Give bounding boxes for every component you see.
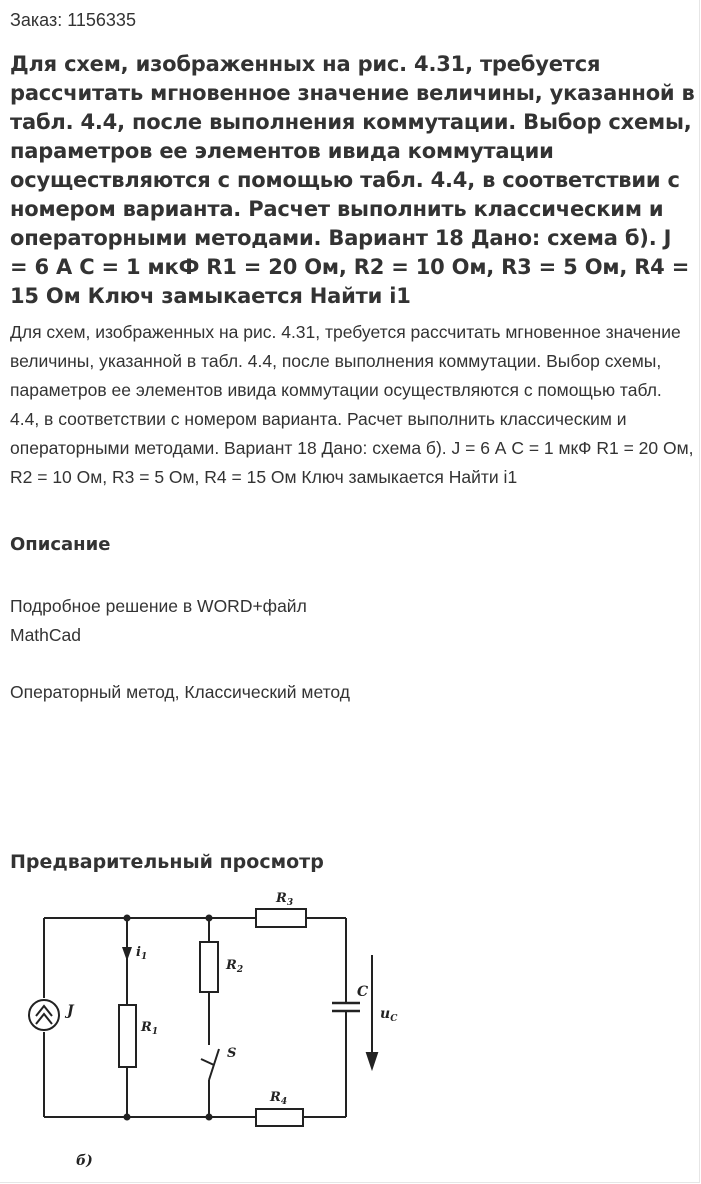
resistor-r3 — [256, 909, 306, 927]
description-heading: Описание — [10, 534, 111, 555]
figure-caption: б) — [76, 1153, 93, 1169]
page-title: Для схем, изображенных на рис. 4.31, требуется рассчитать мгновенное значение величины, указанной в табл. 4.4, после выполнения коммутации. Выбор схемы, параметров ее элементов ивида коммутации осуществляются с помощью табл. 4.4, в соответствии с номером варианта. Расчет выполнить классическим и операторными методами. Вариант 18 Дано: схема б). J = 6 А C = 1 мкФ R1 = 20 Ом, R2 = 10 Ом, R3 = 5 Ом, R4 = 15 Ом Ключ замыкается Найти i1 — [10, 52, 695, 308]
label-i1: $i_1$ — [136, 945, 148, 962]
label-r4: $R_4$ — [270, 1090, 288, 1107]
label-j: J — [67, 1003, 74, 1019]
label-c: C — [357, 984, 369, 1000]
label-r3: $R_3$ — [276, 891, 294, 908]
resistor-r2 — [200, 942, 218, 992]
circuit-diagram — [0, 885, 420, 1175]
description-line: Подробное решение в WORD+файл — [10, 596, 307, 616]
current-source-icon — [29, 1000, 59, 1030]
label-uc: $u_C$ — [380, 1006, 398, 1024]
task-summary: Для схем, изображенных на рис. 4.31, требуется рассчитать мгновенное значение величины, указанной в табл. 4.4, после выполнения коммутации. Выбор схемы, параметров ее элементов ивида коммутации осуществляются с помощью табл. 4.4, в соответствии с номером варианта. Расчет выполнить классическим и операторными методами. Вариант 18 Дано: схема б). J = 6 А C = 1 мкФ R1 = 20 Ом, R2 = 10 Ом, R3 = 5 Ом, R4 = 15 Ом Ключ замыкается Найти i1 — [10, 322, 694, 487]
circuit-preview — [0, 885, 420, 1175]
label-s: S — [227, 1046, 237, 1061]
arrow-down-icon — [122, 947, 132, 961]
description-line: MathCad — [10, 625, 82, 645]
arrow-down-icon — [367, 955, 377, 1068]
order-id: Заказ: 1156335 — [10, 10, 136, 30]
resistor-r4 — [256, 1109, 303, 1126]
resistor-r1 — [119, 1005, 136, 1067]
circuit-wires — [44, 918, 346, 1117]
capacitor-icon — [332, 1003, 360, 1011]
switch-icon — [201, 1049, 219, 1080]
description-methods: Операторный метод, Классический метод — [10, 682, 350, 702]
label-r1: $R_1$ — [141, 1020, 159, 1037]
label-r2: $R_2$ — [226, 958, 244, 975]
preview-heading: Предварительный просмотр — [10, 851, 324, 873]
